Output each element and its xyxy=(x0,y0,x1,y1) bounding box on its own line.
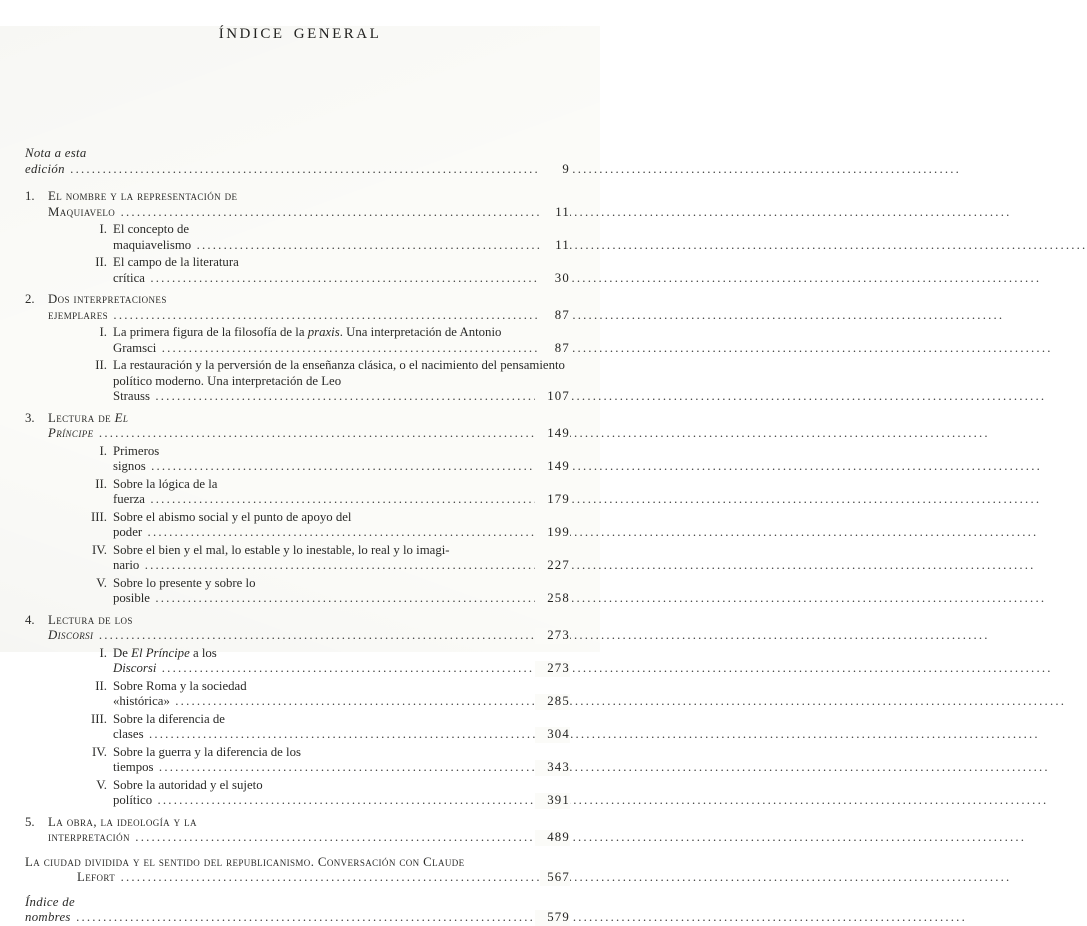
toc-entry-number: I. xyxy=(99,222,107,236)
toc-entry-title xyxy=(113,255,1041,285)
toc-title-segment: Dos interpretaciones ejemplares xyxy=(48,292,167,322)
toc-entry-number: IV. xyxy=(91,744,107,759)
toc-entry xyxy=(25,712,570,743)
toc-title-segment: Sobre la guerra y la diferencia de los tiempos xyxy=(113,744,301,774)
toc-entry xyxy=(25,255,570,286)
toc-entry xyxy=(25,411,570,442)
toc-entry-page-number: 273 xyxy=(535,661,570,677)
toc-entry-page-number: 87 xyxy=(540,308,570,324)
toc-entry-page-number: 227 xyxy=(535,558,570,574)
toc-title-italic-segment: El Príncipe xyxy=(48,410,129,440)
toc-entry-number: III. xyxy=(91,509,107,524)
toc-entry-title xyxy=(113,576,1046,606)
toc-entry-title xyxy=(113,222,1087,252)
toc-entry xyxy=(25,815,570,846)
toc-list xyxy=(25,146,570,926)
toc-entry-page-number: 273 xyxy=(535,628,570,644)
toc-entry-page-number: 343 xyxy=(535,760,570,776)
toc-entry xyxy=(25,444,570,475)
toc-title-segment: Sobre la autoridad y el sujeto político xyxy=(113,777,263,807)
toc-entry-page-number: 9 xyxy=(540,162,570,178)
toc-entry xyxy=(25,189,570,220)
toc-title-italic-segment: El Príncipe xyxy=(131,645,190,660)
toc-entry-page-number: 304 xyxy=(535,727,570,743)
toc-entry-title xyxy=(113,679,1066,709)
toc-title-segment: Lectura de xyxy=(48,410,115,425)
toc-entry-title xyxy=(113,712,1040,742)
toc-title-italic-segment: praxis xyxy=(307,325,340,339)
toc-entry xyxy=(25,222,570,253)
toc-title-segment: . Una interpretación de Antonio Gramsci xyxy=(113,325,502,355)
toc-entry-page-number: 285 xyxy=(535,694,570,710)
toc-entry-page-number: 199 xyxy=(535,525,570,541)
toc-entry-page-number: 567 xyxy=(540,870,570,886)
toc-entry-page-number: 11 xyxy=(540,238,570,254)
toc-entry xyxy=(25,646,570,677)
toc-entry xyxy=(25,745,570,776)
toc-entry-page-number: 258 xyxy=(535,591,570,607)
toc-entry xyxy=(25,510,570,541)
toc-entry-number: 2. xyxy=(25,292,35,306)
toc-title-segment: Sobre Roma y la sociedad «histórica» xyxy=(113,678,247,708)
toc-title-segment: La obra, la ideología y la interpretación xyxy=(48,814,197,844)
toc-title-segment: El campo de la literatura crítica xyxy=(113,255,239,285)
toc-entry-number: 4. xyxy=(25,612,35,627)
toc-title-segment: El concepto de maquiavelismo xyxy=(113,222,192,252)
toc-entry xyxy=(25,477,570,508)
book-page xyxy=(0,26,600,924)
toc-entry xyxy=(25,576,570,607)
toc-entry-page-number: 391 xyxy=(535,793,570,809)
toc-entry-title xyxy=(48,411,990,441)
toc-entry-title xyxy=(25,146,961,176)
toc-entry xyxy=(25,325,570,356)
toc-entry-title xyxy=(113,543,1036,573)
toc-title-segment: Índice de nombres xyxy=(25,894,75,924)
toc-entry-page-number: 579 xyxy=(535,910,570,926)
toc-title-segment: Sobre la diferencia de clases xyxy=(113,711,225,741)
toc-entry xyxy=(25,292,570,323)
toc-entry xyxy=(25,778,570,809)
toc-entry-page-number: 107 xyxy=(535,389,570,405)
toc-title-italic-segment: Discorsi xyxy=(113,661,157,675)
toc-entry-title xyxy=(48,292,1004,322)
toc-title-segment: La primera figura de la filosofía de la xyxy=(113,325,308,339)
toc-entry-number: II. xyxy=(95,678,107,693)
toc-entry xyxy=(25,358,570,405)
toc-entry-number: 1. xyxy=(25,189,35,203)
toc-entry-number: 3. xyxy=(25,410,35,425)
toc-title-segment: Primeros signos xyxy=(113,443,160,473)
toc-entry-title xyxy=(48,613,990,643)
toc-entry-title xyxy=(25,855,1011,885)
toc-entry xyxy=(25,146,570,177)
toc-entry-page-number: 11 xyxy=(540,205,570,221)
toc-entry-number: V. xyxy=(96,575,107,590)
toc-entry xyxy=(25,679,570,710)
toc-title-segment: Sobre el abismo social y el punto de apoyo del poder xyxy=(113,509,352,539)
toc-entry-number: III. xyxy=(91,711,107,726)
toc-entry xyxy=(25,543,570,574)
toc-title-segment: De xyxy=(113,645,132,660)
toc-entry-title xyxy=(113,358,1046,403)
toc-title-segment: Sobre el bien y el mal, lo estable y lo inestable, lo real y lo imaginario xyxy=(113,542,450,572)
toc-entry-title xyxy=(113,745,1050,775)
toc-entry-number: II. xyxy=(95,255,107,269)
toc-entry-title xyxy=(113,778,1048,808)
toc-entry-title xyxy=(113,510,1038,540)
toc-title-segment: Nota a esta edición xyxy=(25,146,87,176)
toc-entry-title xyxy=(113,477,1041,507)
toc-entry-page-number: 30 xyxy=(540,271,570,287)
toc-title-segment: Lectura de los xyxy=(48,612,133,627)
toc-entry-title xyxy=(48,189,1012,219)
toc-title-italic-segment: Discorsi xyxy=(48,628,94,642)
toc-entry-number: II. xyxy=(95,358,107,372)
toc-title-segment: La restauración y la perversión de la enseñanza clásica, o el nacimiento del pensamiento político moderno. Una interpretación de Leo Strauss xyxy=(113,358,565,403)
toc-entry-number: I. xyxy=(99,443,107,458)
toc-entry xyxy=(25,855,570,886)
toc-entry-title xyxy=(113,646,1053,676)
toc-entry-number: 5. xyxy=(25,814,35,829)
toc-entry-page-number: 489 xyxy=(535,830,570,846)
toc-entry xyxy=(25,895,570,926)
toc-entry-number: II. xyxy=(95,476,107,491)
toc-entry-title xyxy=(25,895,967,925)
toc-entry xyxy=(25,613,570,644)
toc-entry-page-number: 149 xyxy=(535,459,570,475)
toc-title-segment: Sobre la lógica de la fuerza xyxy=(113,476,218,506)
toc-title-segment: El nombre y la representación de Maquiavelo xyxy=(48,189,238,219)
toc-entry-number: I. xyxy=(99,325,107,339)
toc-entry-number: IV. xyxy=(91,542,107,557)
toc-entry-page-number: 179 xyxy=(535,492,570,508)
toc-title-segment: Sobre lo presente y sobre lo posible xyxy=(113,575,256,605)
toc-entry-number: I. xyxy=(99,645,107,660)
toc-entry-title xyxy=(113,444,1042,474)
toc-entry-title xyxy=(113,325,1053,355)
toc-entry-page-number: 149 xyxy=(535,426,570,442)
toc-title-segment: a los xyxy=(189,645,217,660)
toc-entry-page-number: 87 xyxy=(540,341,570,357)
page-title: ÍNDICE GENERAL xyxy=(218,26,382,42)
toc-entry-number: V. xyxy=(96,777,107,792)
toc-title-segment: La ciudad dividida y el sentido del republicanismo. Conversación con Claude Lefort xyxy=(25,854,465,884)
